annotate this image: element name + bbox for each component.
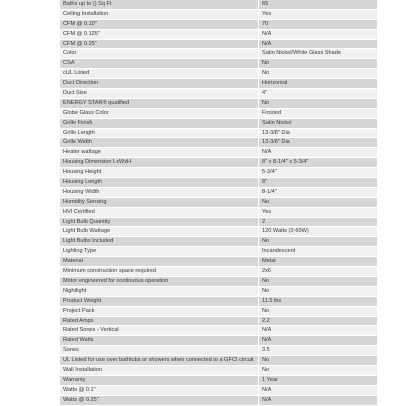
spec-value: 5-3/4" <box>259 168 378 178</box>
spec-value: 2 <box>259 217 378 227</box>
spec-value: No <box>259 98 378 108</box>
spec-row <box>60 49 377 59</box>
spec-name: Watts @ 0.25" <box>60 395 259 405</box>
spec-row <box>60 276 377 286</box>
spec-row <box>60 365 377 375</box>
spec-row <box>60 148 377 158</box>
spec-value: N/A <box>259 336 378 346</box>
spec-row <box>60 237 377 247</box>
spec-value: N/A <box>259 395 378 405</box>
spec-row <box>60 138 377 148</box>
spec-name: Housing Dimension LxWxH <box>60 158 259 168</box>
spec-row <box>60 59 377 69</box>
spec-row <box>60 306 377 316</box>
spec-value: 70 <box>259 19 378 29</box>
spec-value: N/A <box>259 39 378 49</box>
specifications-table-body <box>60 0 377 405</box>
spec-row <box>60 108 377 118</box>
spec-name: Rated Sones - Vertical <box>60 326 259 336</box>
spec-row <box>60 128 377 138</box>
spec-name: Humidity Sensing <box>60 197 259 207</box>
spec-row <box>60 207 377 217</box>
spec-value: 65 <box>259 0 378 9</box>
spec-value: 11.5 lbs <box>259 296 378 306</box>
spec-value: No <box>259 286 378 296</box>
spec-value: N/A <box>259 29 378 39</box>
spec-row <box>60 19 377 29</box>
spec-row <box>60 89 377 99</box>
spec-row <box>60 69 377 79</box>
spec-name: Nightlight <box>60 286 259 296</box>
spec-row <box>60 168 377 178</box>
spec-row <box>60 385 377 395</box>
spec-value: No <box>259 365 378 375</box>
spec-row <box>60 0 377 9</box>
spec-row <box>60 257 377 267</box>
spec-name: Housing Length <box>60 178 259 188</box>
spec-value: No <box>259 69 378 79</box>
spec-name: Watts @ 0.1" <box>60 385 259 395</box>
spec-name: Material <box>60 257 259 267</box>
spec-name: CFM @ 0.25" <box>60 39 259 49</box>
spec-value: N/A <box>259 148 378 158</box>
spec-row <box>60 39 377 49</box>
spec-name: HVI Certified <box>60 207 259 217</box>
spec-name: Product Weight <box>60 296 259 306</box>
spec-name: Grille Length <box>60 128 259 138</box>
spec-value: No <box>259 276 378 286</box>
spec-name: Light Bulbs Included <box>60 237 259 247</box>
spec-value: 8-1/4" <box>259 187 378 197</box>
spec-row <box>60 395 377 405</box>
spec-value: Incandescent <box>259 247 378 257</box>
spec-name: CFM @ 0.10" <box>60 19 259 29</box>
spec-name: CSA <box>60 59 259 69</box>
spec-name: Housing Width <box>60 187 259 197</box>
spec-row <box>60 375 377 385</box>
spec-name: Project Pack <box>60 306 259 316</box>
spec-row <box>60 267 377 277</box>
spec-row <box>60 9 377 19</box>
spec-value: 120 Watts (2-60W) <box>259 227 378 237</box>
spec-value: 13-3/8" Dia <box>259 128 378 138</box>
spec-row <box>60 356 377 366</box>
spec-value: Yes <box>259 207 378 217</box>
spec-name: Warranty <box>60 375 259 385</box>
spec-value: No <box>259 356 378 366</box>
spec-row <box>60 326 377 336</box>
spec-value: N/A <box>259 326 378 336</box>
spec-value: 2.2 <box>259 316 378 326</box>
spec-row <box>60 247 377 257</box>
spec-value: Horizontal <box>259 79 378 89</box>
spec-name: Light Bulb Wattage <box>60 227 259 237</box>
spec-value: Satin Nickel <box>259 118 378 128</box>
spec-name: Wall Installation <box>60 365 259 375</box>
spec-name: Rated Amps <box>60 316 259 326</box>
spec-name: Ceiling Installation <box>60 9 259 19</box>
spec-name: Heater wattage <box>60 148 259 158</box>
spec-value: 8" <box>259 178 378 188</box>
spec-value: No <box>259 197 378 207</box>
spec-value: 1 Year <box>259 375 378 385</box>
spec-row <box>60 29 377 39</box>
spec-row <box>60 296 377 306</box>
spec-name: Light Bulb Quantity <box>60 217 259 227</box>
spec-value: Satin Nickel/White Glass Shade <box>259 49 378 59</box>
spec-row <box>60 227 377 237</box>
spec-row <box>60 178 377 188</box>
spec-row <box>60 187 377 197</box>
spec-row <box>60 98 377 108</box>
spec-value: Frosted <box>259 108 378 118</box>
spec-row <box>60 118 377 128</box>
spec-value: N/A <box>259 385 378 395</box>
spec-name: Sones <box>60 346 259 356</box>
spec-name: Grille Width <box>60 138 259 148</box>
spec-value: Metal <box>259 257 378 267</box>
spec-name: Minimum construction space required <box>60 267 259 277</box>
spec-row <box>60 158 377 168</box>
spec-value: No <box>259 59 378 69</box>
spec-row <box>60 316 377 326</box>
spec-value: 3.5 <box>259 346 378 356</box>
spec-value: Yes <box>259 9 378 19</box>
spec-row <box>60 336 377 346</box>
spec-value: 8" x 8-1/4" x 5-3/4" <box>259 158 378 168</box>
spec-name: Rated Watts <box>60 336 259 346</box>
spec-name: ENERGY STAR® qualified <box>60 98 259 108</box>
spec-row <box>60 79 377 89</box>
spec-name: Lighting Type <box>60 247 259 257</box>
spec-value: 2x6 <box>259 267 378 277</box>
spec-row <box>60 286 377 296</box>
spec-name: cUL Listed <box>60 69 259 79</box>
spec-value: 13-3/8" Dia <box>259 138 378 148</box>
spec-name: Motor engineered for continuous operation <box>60 276 259 286</box>
spec-name: Duct Size <box>60 89 259 99</box>
spec-name: Duct Direction <box>60 79 259 89</box>
spec-name: CFM @ 0.125" <box>60 29 259 39</box>
spec-row <box>60 197 377 207</box>
spec-name: Color <box>60 49 259 59</box>
specifications-table <box>60 0 377 406</box>
spec-name: UL Listed for use over bathtubs or showers when connected to a GFCI circuit <box>60 356 259 366</box>
spec-value: 4" <box>259 89 378 99</box>
spec-name: Globe Glass Color <box>60 108 259 118</box>
spec-name: Baths up to () Sq Ft <box>60 0 259 9</box>
spec-value: No <box>259 237 378 247</box>
spec-row <box>60 346 377 356</box>
spec-row <box>60 217 377 227</box>
spec-value: No <box>259 306 378 316</box>
spec-name: Housing Height <box>60 168 259 178</box>
spec-name: Grille Finish <box>60 118 259 128</box>
